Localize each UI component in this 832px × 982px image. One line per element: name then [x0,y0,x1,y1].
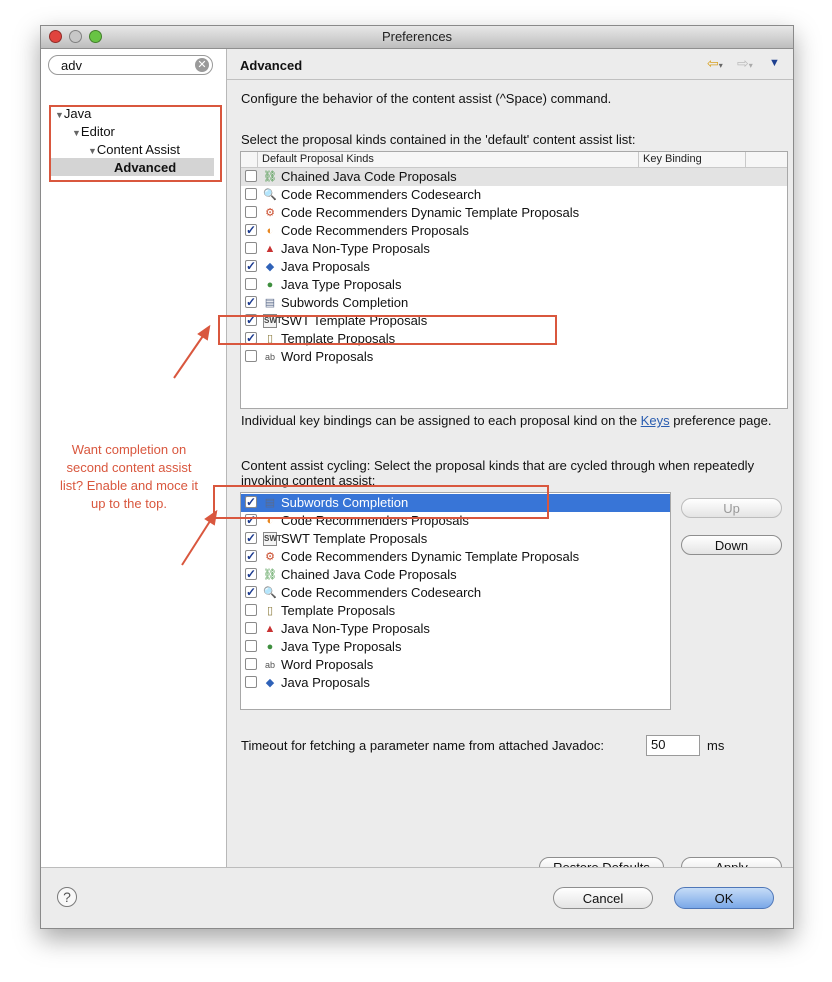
annotation-line: second content assist [66,460,192,475]
column-header-key-binding[interactable]: Key Binding [639,152,746,168]
expand-triangle-icon[interactable]: ▼ [72,128,81,138]
default-list-label: Select the proposal kinds contained in the 'default' content assist list: [241,132,636,147]
arrow-head-second [206,512,216,524]
proposal-label: Code Recommenders Codesearch [281,187,482,202]
proposal-checkbox[interactable]: ✓ [246,567,257,581]
timeout-label: Timeout for fetching a parameter name from attached Javadoc: [241,738,604,753]
proposal-label: Java Non-Type Proposals [281,241,430,256]
tree-label: Content Assist [96,142,181,157]
column-header-kinds[interactable]: Default Proposal Kinds [258,152,639,168]
annotation-line: list? Enable and moce it [59,478,199,493]
arrow-line-first [174,333,205,378]
proposal-checkbox[interactable]: ✓ [246,549,257,563]
proposal-label: Java Proposals [281,259,370,274]
cycling-label-line1: Content assist cycling: Select the proposal kinds that are cycled through when repeatedly [241,458,755,473]
proposal-checkbox[interactable]: ✓ [246,223,257,237]
word-icon: ab [264,352,275,362]
chain-icon: ⛓ [263,171,277,183]
ok-button[interactable]: OK [674,887,774,909]
proposal-label: Chained Java Code Proposals [281,567,457,582]
subwords-icon: ▤ [264,297,276,309]
arrow-head-first [199,327,209,339]
magnifier-icon: 🔍 [263,587,277,599]
window-title: Preferences [381,29,453,44]
cycling-label-line2: invoking content assist: [241,473,376,488]
arrow-line-second [182,518,212,565]
expand-triangle-icon[interactable]: ▼ [88,146,97,156]
proposal-label: Java Proposals [281,675,370,690]
tree-label: Editor [80,124,115,139]
annotation-line: Want completion on [71,442,187,457]
recommenders-icon: ◐ [266,515,274,527]
up-button[interactable]: Up [681,498,782,518]
expand-triangle-icon[interactable]: ▼ [55,110,64,120]
down-button[interactable]: Down [681,535,782,555]
template-icon: ⚙ [265,551,275,563]
magnifier-icon: 🔍 [263,189,277,201]
document-icon: ▯ [266,605,274,617]
back-arrow-icon[interactable]: ⇦▾ [707,55,723,71]
proposal-checkbox[interactable]: ✓ [246,295,257,309]
cancel-button[interactable]: Cancel [553,887,653,909]
proposal-label: Chained Java Code Proposals [281,169,457,184]
annotation-line: up to the top. [91,496,167,511]
proposal-label: Code Recommenders Codesearch [281,585,482,600]
proposal-checkbox[interactable]: ✓ [246,531,257,545]
timeout-unit: ms [707,738,725,753]
proposal-label: Code Recommenders Proposals [281,223,469,238]
proposal-label: SWT Template Proposals [281,313,428,328]
tree-label: Java [63,106,92,121]
chain-icon: ⛓ [263,569,277,581]
search-input[interactable]: adv [61,58,82,73]
keys-link[interactable]: Keys [640,413,670,428]
proposal-label: Word Proposals [281,657,374,672]
word-icon: ab [264,660,275,670]
tree-label: Advanced [114,160,177,175]
proposal-checkbox[interactable]: ✓ [246,331,257,345]
swt-icon: SWT [263,532,277,546]
proposal-label: Subwords Completion [281,495,409,510]
clear-search-icon[interactable]: ✕ [195,58,209,72]
subwords-icon: ▤ [264,497,276,509]
recommenders-icon: ◐ [266,225,274,237]
java-type-icon: ● [266,279,274,291]
proposal-label: Template Proposals [281,603,396,618]
proposal-label: SWT Template Proposals [281,531,428,546]
proposal-label: Template Proposals [281,331,396,346]
timeout-input[interactable]: 50 [646,735,700,756]
java-nontype-icon: ▲ [264,243,276,255]
page-description: Configure the behavior of the content assist (^Space) command. [241,91,612,106]
keys-note-text: Individual key bindings can be assigned to each proposal kind on the [241,413,641,428]
proposal-checkbox[interactable]: ✓ [246,585,257,599]
java-icon: ◆ [265,677,275,689]
proposal-label: Java Type Proposals [281,639,402,654]
proposal-label: Subwords Completion [281,295,409,310]
help-icon[interactable]: ? [57,887,77,907]
proposal-checkbox[interactable]: ✓ [246,513,257,527]
proposal-checkbox[interactable]: ✓ [246,313,257,327]
page-title: Advanced [240,58,303,73]
proposal-checkbox[interactable]: ✓ [246,259,257,273]
java-icon: ◆ [265,261,275,273]
proposal-label: Java Type Proposals [281,277,402,292]
java-type-icon: ● [266,641,274,653]
java-nontype-icon: ▲ [264,623,276,635]
proposal-label: Code Recommenders Proposals [281,513,469,528]
template-icon: ⚙ [265,207,275,219]
document-icon: ▯ [266,333,274,345]
proposal-checkbox[interactable]: ✓ [246,495,257,509]
keys-note-text: preference page. [669,413,772,428]
proposal-label: Word Proposals [281,349,374,364]
view-menu-icon[interactable]: ▼ [769,57,780,69]
forward-arrow-icon[interactable]: ⇨▾ [737,55,753,71]
proposal-label: Code Recommenders Dynamic Template Proposals [281,549,580,564]
proposal-label: Code Recommenders Dynamic Template Proposals [281,205,580,220]
swt-icon: SWT [263,314,277,328]
proposal-label: Java Non-Type Proposals [281,621,430,636]
